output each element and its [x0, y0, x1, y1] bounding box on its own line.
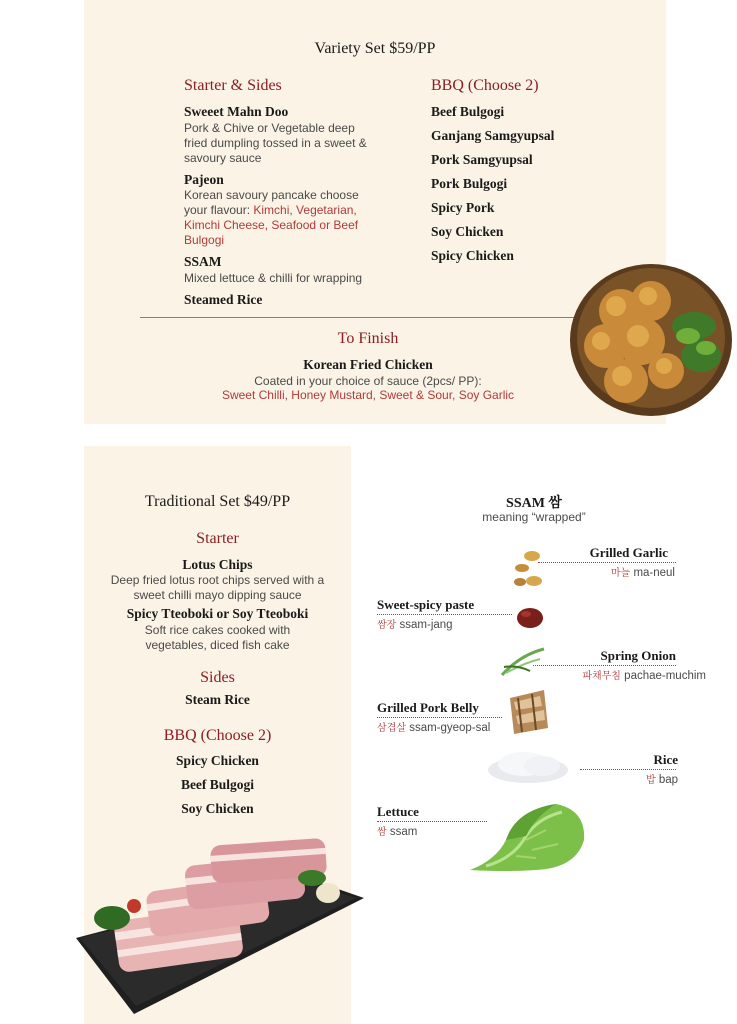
pajeon-flavours: Kimchi, Vegetarian, Kimchi Cheese, Seafood or Beef Bulgogi	[184, 203, 359, 247]
leader-line	[377, 717, 502, 718]
ingredient-name: Spring Onion	[600, 648, 676, 663]
finish-item-desc: Coated in your choice of sauce (2pcs/ PP):	[254, 374, 482, 388]
bbq-item: Spicy Pork	[431, 200, 495, 215]
traditional-bbq-heading: BBQ (Choose 2)	[163, 727, 272, 744]
section-divider	[140, 317, 580, 318]
starter-item-desc: Pork & Chive or Vegetable deep fried dumpling tossed in a sweet & savoury sauce	[184, 121, 367, 165]
sides-item: Steam Rice	[185, 692, 250, 707]
leader-line	[580, 769, 676, 770]
leader-line	[538, 562, 676, 563]
ingredient-name: Rice	[653, 752, 678, 767]
starter-item-desc: Mixed lettuce & chilli for wrapping	[184, 271, 363, 285]
starter-item-desc: Soft rice cakes cooked with vegetables, diced fish cake	[144, 623, 291, 652]
pork-belly-image	[504, 688, 552, 736]
pajeon-desc-text: Korean savoury pancake choose your flavour:	[184, 188, 359, 217]
ingredient-korean	[646, 771, 678, 786]
traditional-set-title: Traditional Set $49/PP	[144, 493, 291, 510]
ssam-subtitle: meaning “wrapped”	[482, 510, 586, 524]
spring-onion-image	[500, 645, 546, 679]
ingredient-korean	[611, 564, 675, 579]
ingredient-romanized: pachae-muchim	[624, 670, 706, 682]
variety-starter-heading: Starter & Sides	[184, 77, 282, 94]
variety-bbq-heading: BBQ (Choose 2)	[431, 77, 539, 94]
ingredient-korean	[377, 823, 417, 838]
ingredient-hangul: 쌈장	[377, 620, 397, 631]
ingredient-hangul: 밥	[645, 775, 656, 786]
ingredient-romanized: ssam-jang	[399, 619, 453, 631]
bbq-item: Ganjang Samgyupsal	[431, 128, 555, 143]
garlic-image	[510, 548, 546, 590]
ingredient-name: Grilled Pork Belly	[377, 700, 479, 715]
starter-item-name: Lotus Chips	[182, 557, 253, 572]
pork-belly-board-image	[76, 838, 366, 1014]
ingredient-hangul: 쌈	[377, 827, 387, 838]
ingredient-name: Sweet-spicy paste	[377, 597, 475, 612]
traditional-bbq-list	[84, 749, 351, 821]
bbq-item: Spicy Chicken	[431, 248, 514, 263]
starter-item-desc: Deep fried lotus root chips served with a sweet chilli mayo dipping sauce	[110, 573, 325, 602]
lettuce-image	[466, 800, 590, 876]
starter-item-name: Sweeet Mahn Doo	[184, 104, 289, 119]
leader-line	[377, 614, 512, 615]
ingredient-name: Lettuce	[377, 804, 419, 819]
starter-item-name: Pajeon	[184, 172, 224, 187]
ingredient-romanized: ma-neul	[633, 567, 675, 579]
rice-image	[484, 744, 572, 786]
ingredient-romanized: ssam	[389, 826, 418, 838]
bbq-item: Soy Chicken	[431, 224, 504, 239]
sides-heading: Sides	[200, 669, 235, 686]
bbq-item: Soy Chicken	[181, 801, 254, 816]
to-finish-heading: To Finish	[337, 330, 399, 347]
starter-item-desc	[184, 188, 379, 248]
ingredient-name: Grilled Garlic	[589, 545, 668, 560]
starter-item-name: Spicy Tteoboki or Soy Tteoboki	[126, 606, 309, 621]
starter-item-name: SSAM	[184, 254, 222, 269]
ingredient-romanized: bap	[658, 774, 678, 786]
bbq-item: Pork Bulgogi	[431, 176, 508, 191]
ingredient-hangul: 마늘	[610, 568, 631, 579]
ssam-title: SSAM 쌈	[506, 496, 562, 511]
finish-item-name: Korean Fried Chicken	[303, 357, 433, 372]
ingredient-korean	[582, 667, 706, 682]
traditional-starter-heading: Starter	[196, 530, 239, 547]
bbq-item: Pork Samgyupsal	[431, 152, 533, 167]
leader-line	[533, 665, 676, 666]
variety-set-title: Variety Set $59/PP	[314, 40, 436, 57]
variety-bbq-list	[431, 100, 554, 268]
ingredient-korean	[377, 616, 453, 631]
paste-image	[514, 604, 546, 630]
finish-sauces: Sweet Chilli, Honey Mustard, Sweet & Sour, Soy Garlic	[221, 388, 515, 402]
ingredient-hangul: 삼겹살	[377, 723, 406, 734]
ingredient-romanized: ssam-gyeop-sal	[409, 722, 491, 734]
starter-item-name: Steamed Rice	[184, 292, 263, 307]
bbq-item: Spicy Chicken	[176, 753, 259, 768]
ingredient-korean	[377, 719, 490, 734]
ingredient-hangul: 파채무침	[582, 671, 621, 682]
bbq-item: Beef Bulgogi	[180, 777, 255, 792]
bbq-item: Beef Bulgogi	[431, 104, 505, 119]
